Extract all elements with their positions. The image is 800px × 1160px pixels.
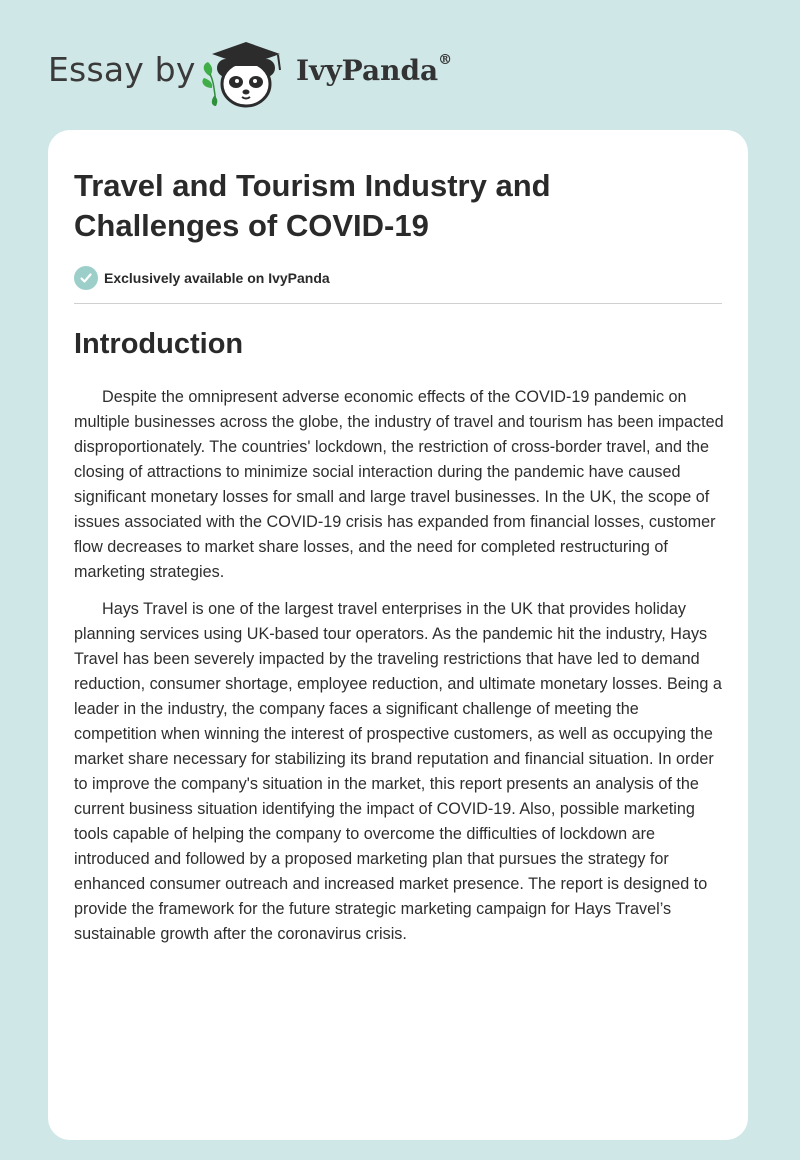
- essay-title: Travel and Tourism Industry and Challenges of COVID-19: [74, 168, 551, 243]
- divider: [74, 303, 722, 304]
- essay-by-label: Essay by: [48, 50, 196, 89]
- panda-graduate-icon[interactable]: [200, 36, 292, 110]
- brand-name[interactable]: [296, 54, 452, 87]
- registered-mark: ®: [438, 52, 453, 68]
- exclusive-label: Exclusively available on IvyPanda: [104, 270, 330, 286]
- section-heading-introduction: Introduction: [74, 328, 244, 360]
- paragraph: Hays Travel is one of the largest travel enterprises in the UK that provides holiday planning services using UK-based tour operators. As the pandemic hit the industry, Hays Travel has been severely impacted by the traveling restrictions that have led to demand reduction, consumer shortage, employee reduction, and ultimate monetary losses. Being a leader in the industry, the company faces a significant challenge of meeting the competition when winning the interest of prospective customers, as well as occupying the market share necessary for stabilizing its brand reputation and financial situation. In order to improve the company's situation in the market, this report presents an analysis of the current business situation identifying the impact of COVID-19. Also, possible marketing tools capable of helping the company to overcome the difficulties of lockdown are introduced and followed by a proposed marketing plan that pursues the strategy for enhanced consumer outreach and increased market presence. The report is designed to provide the framework for the future strategic marketing campaign for Hays Travel’s sustainable growth after the coronavirus crisis.: [74, 600, 722, 943]
- check-icon: [74, 266, 98, 290]
- site-header: [0, 0, 800, 130]
- paragraph: Despite the omnipresent adverse economic effects of the COVID-19 pandemic on multiple businesses across the globe, the industry of travel and tourism has been impacted disproportionately. The countries' lockdown, the restriction of cross-border travel, and the closing of attractions to minimize social interaction during the pandemic have caused significant monetary losses for small and large travel businesses. In the UK, the scope of issues associated with the COVID-19 crisis has expanded from financial losses, customer flow decreases to market share losses, and the need for completed restructuring of marketing strategies.: [74, 388, 724, 581]
- article-body: [74, 385, 726, 959]
- essay-card: [48, 130, 748, 1140]
- exclusive-badge: [74, 265, 330, 291]
- brand-text: IvyPanda: [296, 54, 439, 87]
